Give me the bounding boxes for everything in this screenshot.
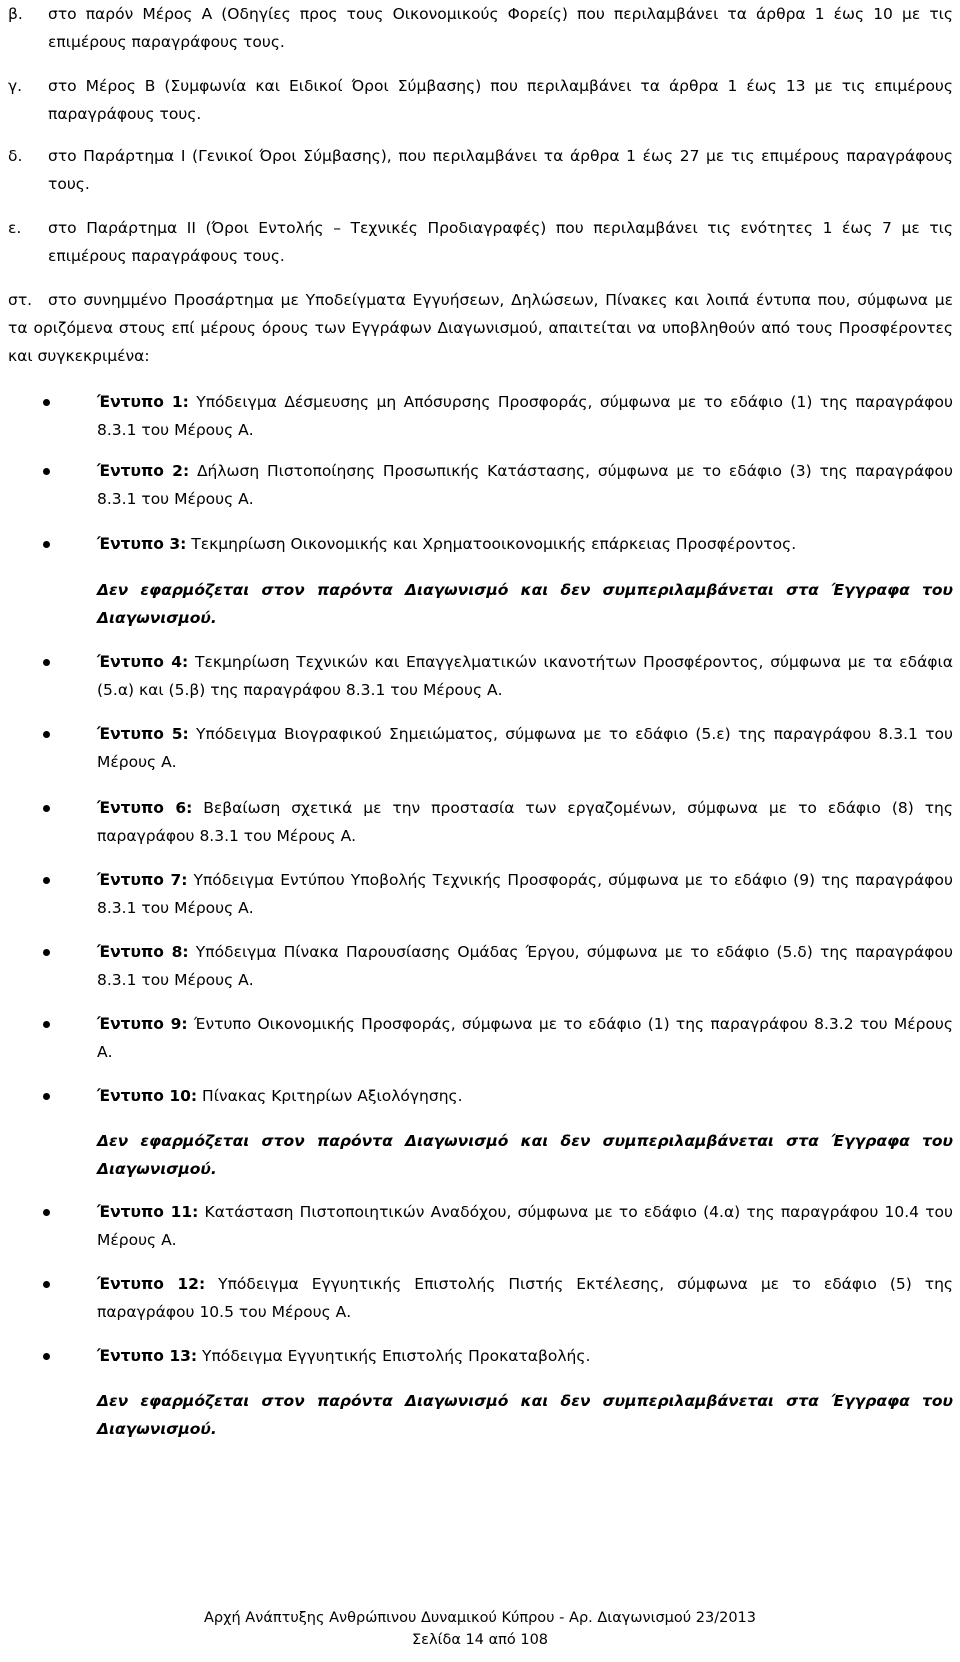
list-item-epsilon <box>8 214 953 270</box>
bullet-icon <box>43 468 50 475</box>
item-text: στο συνημμένο Προσάρτημα με Υποδείγματα Εγγυήσεων, Δηλώσεων, Πίνακες και λοιπά έντυπα που, σύμφωνα με τα οριζόμενα στους επί μέρους όρους των Εγγράφων Διαγωνισμού, απαιτείται να υποβληθούν από τους Προσφέροντες και συγκεκριμένα: <box>8 291 953 365</box>
form-text: Έντυπο Οικονομικής Προσφοράς, σύμφωνα με το εδάφιο (1) της παραγράφου 8.3.2 του Μέρους Α. <box>97 1015 953 1061</box>
footer-organization: Αρχή Ανάπτυξης Ανθρώπινου Δυναμικού Κύπρου - Αρ. Διαγωνισμού 23/2013 <box>204 1610 756 1626</box>
item-marker: β. <box>8 5 23 23</box>
form-label: Έντυπο 11: <box>97 1203 199 1221</box>
bullet-icon <box>43 541 50 548</box>
item-text: στο Παράρτημα ΙΙ (Όροι Εντολής – Τεχνικές Προδιαγραφές) που περιλαμβάνει τις ενότητες 1 έως 7 με τις επιμέρους παραγράφους τους. <box>48 219 953 265</box>
form-label: Έντυπο 7: <box>97 871 188 889</box>
form-item-3 <box>97 530 953 558</box>
form-text: Τεκμηρίωση Οικονομικής και Χρηματοοικονομικής επάρκειας Προσφέροντος. <box>186 535 797 553</box>
form-label: Έντυπο 3: <box>97 535 187 553</box>
item-marker: δ. <box>8 147 23 165</box>
not-applicable-note: Δεν εφαρμόζεται στον παρόντα Διαγωνισμό και δεν συμπεριλαμβάνεται στα Έγγραφα του Διαγωνισμού. <box>97 581 953 627</box>
item-text: στο παρόν Μέρος Α (Οδηγίες προς τους Οικονομικούς Φορείς) που περιλαμβάνει τα άρθρα 1 έως 10 με τις επιμέρους παραγράφους τους. <box>48 5 953 51</box>
form-item-1 <box>97 388 953 444</box>
form-label: Έντυπο 2: <box>97 462 190 480</box>
item-marker: γ. <box>8 77 23 95</box>
form-item-11 <box>97 1198 953 1254</box>
list-item-delta <box>8 142 953 198</box>
form-text: Υπόδειγμα Δέσμευσης μη Απόσυρσης Προσφοράς, σύμφωνα με το εδάφιο (1) της παραγράφου 8.3.1 του Μέρους Α. <box>97 393 953 439</box>
bullet-icon <box>43 1093 50 1100</box>
form-item-10 <box>97 1082 953 1110</box>
form-label: Έντυπο 5: <box>97 725 189 743</box>
form-text: Υπόδειγμα Πίνακα Παρουσίασης Ομάδας Έργου, σύμφωνα με το εδάφιο (5.δ) της παραγράφου 8.3.1 του Μέρους Α. <box>97 943 953 989</box>
bullet-icon <box>43 399 50 406</box>
bullet-icon <box>43 1021 50 1028</box>
item-marker: στ. <box>8 291 33 309</box>
bullet-icon <box>43 877 50 884</box>
form-item-4 <box>97 648 953 704</box>
not-applicable-note: Δεν εφαρμόζεται στον παρόντα Διαγωνισμό και δεν συμπεριλαμβάνεται στα Έγγραφα του Διαγωνισμού. <box>97 1392 953 1438</box>
form-text: Τεκμηρίωση Τεχνικών και Επαγγελματικών ικανοτήτων Προσφέροντος, σύμφωνα με τα εδάφια (5.α) και (5.β) της παραγράφου 8.3.1 του Μέρους Α. <box>97 653 953 699</box>
form-item-9 <box>97 1010 953 1066</box>
bullet-icon <box>43 659 50 666</box>
list-item-st <box>8 286 953 370</box>
form-text: Υπόδειγμα Εντύπου Υποβολής Τεχνικής Προσφοράς, σύμφωνα με το εδάφιο (9) της παραγράφου 8.3.1 του Μέρους Α. <box>97 871 953 917</box>
form-text: Δήλωση Πιστοποίησης Προσωπικής Κατάστασης, σύμφωνα με το εδάφιο (3) της παραγράφου 8.3.1 του Μέρους Α. <box>97 462 953 508</box>
form-label: Έντυπο 6: <box>97 799 193 817</box>
form-item-5 <box>97 720 953 776</box>
form-item-7 <box>97 866 953 922</box>
page-number: Σελίδα 14 από 108 <box>411 1632 549 1648</box>
bullet-icon <box>43 1281 50 1288</box>
bullet-icon <box>43 1353 50 1360</box>
form-text: Υπόδειγμα Εγγυητικής Επιστολής Προκαταβολής. <box>197 1347 591 1365</box>
bullet-icon <box>43 1209 50 1216</box>
form-text: Βεβαίωση σχετικά με την προστασία των εργαζομένων, σύμφωνα με το εδάφιο (8) της παραγράφου 8.3.1 του Μέρους Α. <box>97 799 953 845</box>
list-item-beta <box>8 0 953 56</box>
item-text: στο Μέρος Β (Συμφωνία και Ειδικοί Όροι Σύμβασης) που περιλαμβάνει τα άρθρα 1 έως 13 με τις επιμέρους παραγράφους τους. <box>48 77 953 123</box>
form-text: Υπόδειγμα Βιογραφικού Σημειώματος, σύμφωνα με το εδάφιο (5.ε) της παραγράφου 8.3.1 του Μέρους Α. <box>97 725 953 771</box>
form-text: Υπόδειγμα Εγγυητικής Επιστολής Πιστής Εκτέλεσης, σύμφωνα με το εδάφιο (5) της παραγράφου 10.5 του Μέρους Α. <box>97 1275 953 1321</box>
bullet-icon <box>43 949 50 956</box>
form-label: Έντυπο 10: <box>97 1087 198 1105</box>
item-marker: ε. <box>8 219 22 237</box>
form-label: Έντυπο 1: <box>97 393 189 411</box>
bullet-icon <box>43 731 50 738</box>
form-item-13 <box>97 1342 953 1370</box>
form-item-8 <box>97 938 953 994</box>
bullet-icon <box>43 805 50 812</box>
form-label: Έντυπο 9: <box>97 1015 188 1033</box>
form-text: Κατάσταση Πιστοποιητικών Αναδόχου, σύμφωνα με το εδάφιο (4.α) της παραγράφου 10.4 του Μέρους Α. <box>97 1203 953 1249</box>
form-item-6 <box>97 794 953 850</box>
form-item-2 <box>97 457 953 513</box>
form-label: Έντυπο 12: <box>97 1275 206 1293</box>
list-item-gamma <box>8 72 953 128</box>
form-label: Έντυπο 13: <box>97 1347 198 1365</box>
form-label: Έντυπο 8: <box>97 943 189 961</box>
form-item-12 <box>97 1270 953 1326</box>
not-applicable-note: Δεν εφαρμόζεται στον παρόντα Διαγωνισμό και δεν συμπεριλαμβάνεται στα Έγγραφα του Διαγωνισμού. <box>97 1132 953 1178</box>
form-text: Πίνακας Κριτηρίων Αξιολόγησης. <box>197 1087 463 1105</box>
item-text: στο Παράρτημα Ι (Γενικοί Όροι Σύμβασης), που περιλαμβάνει τα άρθρα 1 έως 27 με τις επιμέρους παραγράφους τους. <box>48 147 953 193</box>
page-footer <box>0 1607 960 1651</box>
form-label: Έντυπο 4: <box>97 653 189 671</box>
